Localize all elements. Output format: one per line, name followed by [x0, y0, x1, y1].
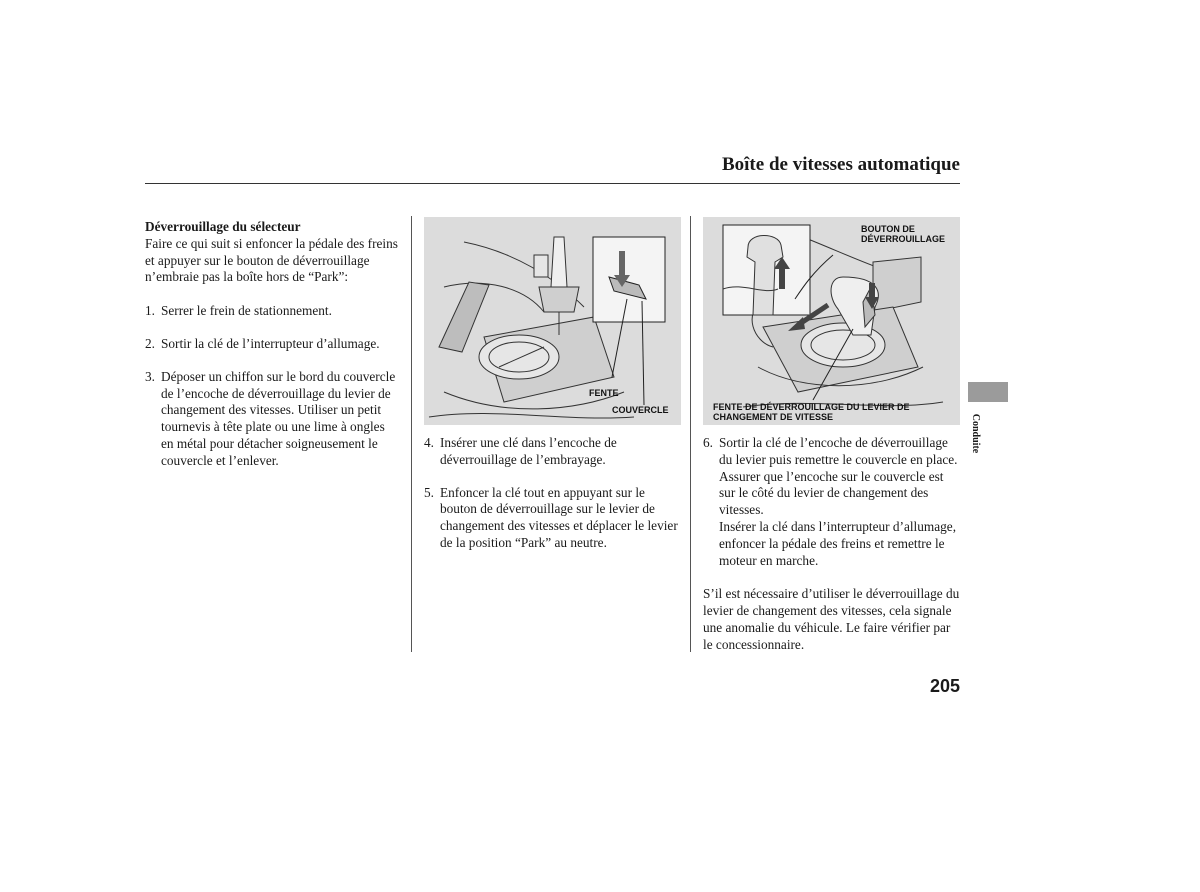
- item-number: 2.: [145, 335, 155, 351]
- item-text: Insérer une clé dans l’encoche de déverrouillage de l’embrayage.: [440, 435, 617, 467]
- intro-text: Faire ce qui suit si enfoncer la pédale des freins et appuyer sur le bouton de déverrouillage n’embraie pas la boîte hors de “Park”:: [145, 235, 398, 285]
- note-text: S’il est nécessaire d’utiliser le déverrouillage du levier de changement des vitesses, cela signale une anomalie du véhicule. Le faire vérifier par le concessionnaire.: [703, 586, 960, 652]
- shifter-illustration-1: [424, 217, 681, 425]
- figure-release-slot: [703, 217, 960, 425]
- column-2: [424, 435, 679, 552]
- list-item: [145, 303, 400, 320]
- list-item: [145, 369, 400, 470]
- label-cover: COUVERCLE: [612, 405, 669, 415]
- item-number: 1.: [145, 303, 155, 319]
- side-tab-label: [968, 408, 984, 458]
- column-1: [145, 219, 400, 470]
- page-number: 205: [929, 676, 960, 696]
- item-text: Sortir la clé de l’interrupteur d’allumage.: [161, 335, 380, 351]
- side-tab-text: Conduite: [970, 413, 982, 453]
- label-release-slot: FENTE DE DÉVERROUILLAGE DU LEVIER DE CHANGEMENT DE VITESSE: [713, 402, 910, 422]
- item-number: 4.: [424, 435, 434, 450]
- item-number: 3.: [145, 368, 155, 384]
- item-text: Déposer un chiffon sur le bord du couvercle de l’encoche de déverrouillage du levier de changement des vitesses. Utiliser un petit tournevis à tête plate ou une lime à ongles en métal pour détacher soigneusement le couvercle et l’enlever.: [161, 368, 396, 468]
- label-slot: FENTE: [589, 388, 619, 398]
- header-rule: [145, 183, 960, 184]
- page-title: Boîte de vitesses automatique: [721, 154, 960, 175]
- item-text: Serrer le frein de stationnement.: [161, 303, 332, 319]
- item-number: 6.: [703, 435, 713, 450]
- shifter-illustration-2: [703, 217, 960, 425]
- item-text: Sortir la clé de l’encoche de déverrouillage du levier puis remettre le couvercle en place. Assurer que l’encoche sur le couvercle est sur le côté du levier de changement des vitesses. Insérer la clé dans l’interrupteur d’allumage, enfoncer la pédale des freins et remettre le moteur en marche.: [719, 435, 958, 568]
- column-divider: [411, 216, 412, 652]
- column-3: [703, 435, 960, 654]
- item-number: 5.: [424, 484, 434, 500]
- list-item: [145, 336, 400, 353]
- list-item: [424, 435, 679, 469]
- column-divider: [690, 216, 691, 652]
- item-text: Enfoncer la clé tout en appuyant sur le bouton de déverrouillage sur le levier de changement des vitesses et déplacer le levier de la position “Park” au neutre.: [440, 484, 678, 550]
- section-heading: Déverrouillage du sélecteur: [145, 219, 301, 234]
- list-item: [703, 435, 960, 569]
- list-item: [424, 485, 679, 552]
- figure-key-insertion: [424, 217, 681, 425]
- label-release-button: BOUTON DE DÉVERROUILLAGE: [861, 224, 946, 244]
- section-tab: [968, 382, 1008, 402]
